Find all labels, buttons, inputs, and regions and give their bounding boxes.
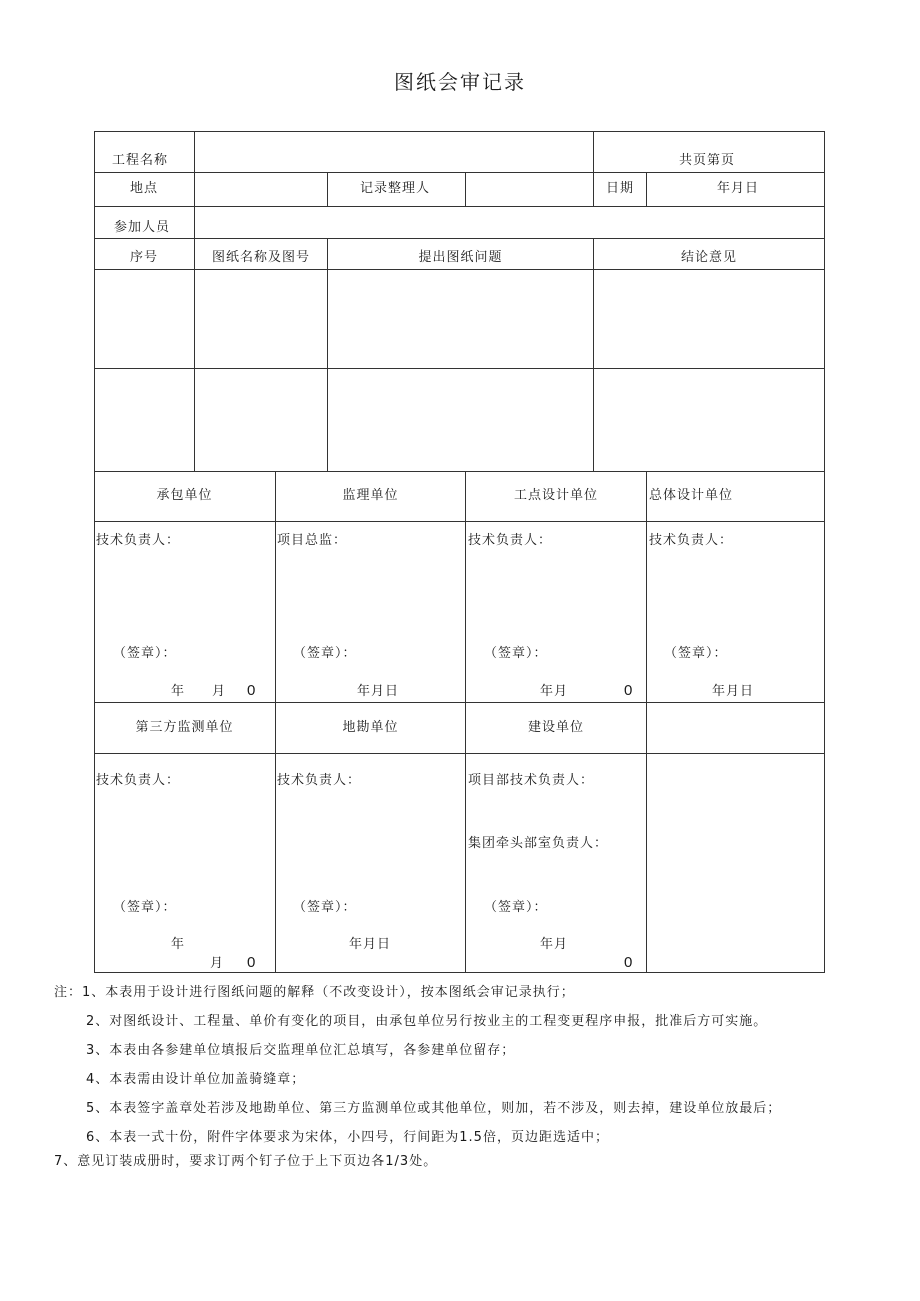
date-zero: 0 bbox=[247, 682, 256, 699]
border-line bbox=[94, 131, 825, 132]
date-zero: 0 bbox=[624, 954, 633, 971]
border-line bbox=[94, 753, 825, 754]
border-line bbox=[94, 238, 825, 239]
project-tech-lead-label: 项目部技术负责人： bbox=[468, 773, 595, 788]
col-conclusion-header: 结论意见 bbox=[680, 250, 737, 265]
border-line bbox=[94, 206, 825, 207]
date-ymd: 年月日 bbox=[357, 684, 400, 699]
border-line bbox=[94, 702, 825, 703]
survey-unit-label: 地勘单位 bbox=[342, 720, 399, 735]
tech-lead-label: 技术负责人： bbox=[468, 533, 553, 548]
seal-label: （签章）： bbox=[113, 646, 177, 661]
note-item: 7、意见订装成册时，要求订两个钉子位于上下页边各1/3处。 bbox=[54, 1154, 438, 1169]
note-item: 4、本表需由设计单位加盖骑缝章； bbox=[86, 1072, 306, 1087]
seal-label: （签章）： bbox=[293, 646, 357, 661]
form-title: 图纸会审记录 bbox=[394, 70, 526, 94]
border-line bbox=[593, 172, 594, 206]
seal-label: （签章）： bbox=[484, 646, 548, 661]
page-count-label: 共页第页 bbox=[679, 153, 736, 168]
supervisor-unit-label: 监理单位 bbox=[342, 488, 399, 503]
border-line bbox=[327, 238, 328, 471]
chief-supervisor-label: 项目总监： bbox=[277, 533, 348, 548]
date-ymd: 年月日 bbox=[349, 937, 392, 952]
location-label: 地点 bbox=[130, 181, 159, 196]
border-line bbox=[194, 172, 195, 206]
seal-label: （签章）： bbox=[293, 900, 357, 915]
border-line bbox=[94, 972, 825, 973]
border-line bbox=[194, 238, 195, 471]
border-line bbox=[94, 471, 825, 472]
note-item: 注：1、本表用于设计进行图纸问题的解释（不改变设计），按本图纸会审记录执行； bbox=[54, 985, 575, 1000]
tech-lead-label: 技术负责人： bbox=[96, 533, 181, 548]
note-item: 2、对图纸设计、工程量、单价有变化的项目，由承包单位另行按业主的工程变更程序申报，批准后方可实施。 bbox=[86, 1014, 768, 1029]
date-zero: 0 bbox=[624, 682, 633, 699]
border-line bbox=[94, 368, 825, 369]
date-label: 日期 bbox=[606, 181, 635, 196]
seal-label: （签章）： bbox=[484, 900, 548, 915]
border-line bbox=[194, 206, 195, 238]
border-line bbox=[194, 131, 195, 172]
seal-label: （签章）： bbox=[664, 646, 728, 661]
note-item: 5、本表签字盖章处若涉及地勘单位、第三方监测单位或其他单位，则加，若不涉及，则去掉，建设单位放最后； bbox=[86, 1101, 782, 1116]
border-line bbox=[327, 172, 328, 206]
contractor-unit-label: 承包单位 bbox=[156, 488, 213, 503]
date-year: 年 bbox=[171, 684, 186, 699]
border-line bbox=[593, 131, 594, 172]
border-line bbox=[465, 172, 466, 206]
border-line bbox=[646, 471, 647, 972]
border-line bbox=[94, 172, 825, 173]
owner-unit-label: 建设单位 bbox=[527, 720, 584, 735]
border-line bbox=[94, 269, 825, 270]
date-ymd: 年月日 bbox=[712, 684, 755, 699]
project-name-label: 工程名称 bbox=[112, 153, 169, 168]
border-line bbox=[824, 131, 825, 973]
site-design-unit-label: 工点设计单位 bbox=[513, 488, 598, 503]
attendees-label: 参加人员 bbox=[114, 220, 171, 235]
review-record-table bbox=[94, 131, 825, 973]
col-drawing-header: 图纸名称及图号 bbox=[211, 250, 310, 265]
date-year: 年 bbox=[171, 937, 186, 952]
tech-lead-label: 技术负责人： bbox=[277, 773, 362, 788]
tech-lead-label: 技术负责人： bbox=[649, 533, 734, 548]
col-seq-header: 序号 bbox=[129, 250, 158, 265]
date-zero: 0 bbox=[247, 954, 256, 971]
border-line bbox=[646, 172, 647, 206]
date-month: 月 bbox=[212, 684, 227, 699]
tech-lead-label: 技术负责人： bbox=[96, 773, 181, 788]
border-line bbox=[593, 238, 594, 471]
date-ym: 年月 bbox=[540, 684, 569, 699]
third-party-unit-label: 第三方监测单位 bbox=[135, 720, 234, 735]
seal-label: （签章）： bbox=[113, 900, 177, 915]
col-issue-header: 提出图纸问题 bbox=[418, 250, 503, 265]
date-value: 年月日 bbox=[717, 181, 760, 196]
overall-design-unit-label: 总体设计单位 bbox=[649, 488, 734, 503]
date-month: 月 bbox=[210, 956, 225, 971]
note-item: 3、本表由各参建单位填报后交监理单位汇总填写，各参建单位留存； bbox=[86, 1043, 516, 1058]
group-dept-lead-label: 集团牵头部室负责人： bbox=[468, 836, 609, 851]
recorder-label: 记录整理人 bbox=[360, 181, 431, 196]
date-ym: 年月 bbox=[540, 937, 569, 952]
note-item: 6、本表一式十份，附件字体要求为宋体，小四号，行间距为1.5倍，页边距选适中； bbox=[86, 1130, 609, 1145]
border-line bbox=[94, 521, 825, 522]
